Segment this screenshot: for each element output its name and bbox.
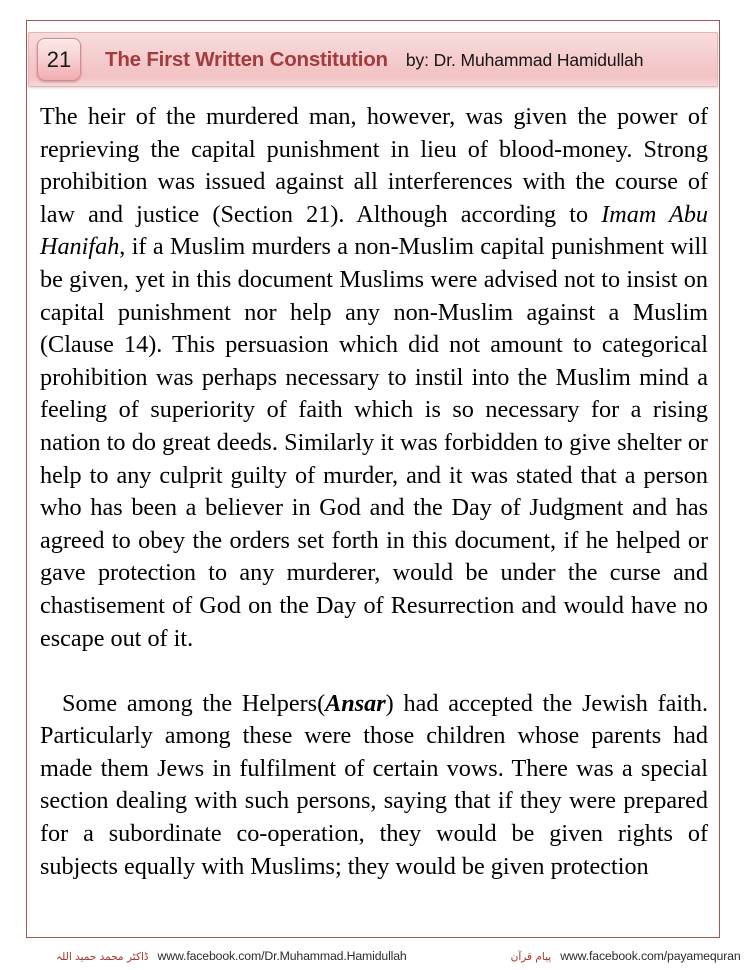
footer-left-urdu-name: ڈاکٹر محمد حمید اللہ xyxy=(56,951,149,963)
page-footer xyxy=(26,944,741,968)
paragraph-1-text-part-1: The heir of the murdered man, however, was given the power of reprieving the capital punishment in lieu of blood-money. Strong prohibition was issued against all interferences with the course of law and justice (Section 21). Although according to xyxy=(40,103,708,228)
page-header-band xyxy=(28,32,718,87)
footer-right-url[interactable]: www.facebook.com/payamequran xyxy=(560,949,741,963)
paragraph-2-text-part-1: Some among the Helpers( xyxy=(62,689,326,717)
footer-left-url[interactable]: www.facebook.com/Dr.Muhammad.Hamidullah xyxy=(157,949,407,963)
paragraph-2-text-part-2: ) had accepted the Jewish faith. Particularly among these were those children whose parents had made them Jews in fulfilment of certain vows. There was a special section dealing with such persons, saying that if they were prepared for a subordinate co-operation, they would be given rights of subjects equally with Muslims; they would be given protection xyxy=(40,689,709,880)
page-title: The First Written Constitution xyxy=(105,47,388,71)
page-number-badge: 21 xyxy=(37,38,81,81)
paragraph-2 xyxy=(40,688,708,884)
paragraph-1-text-part-2: , if a Muslim murders a non-Muslim capital punishment will be given, yet in this document Muslims were advised not to insist on capital punishment nor help any non-Muslim against a Muslim (Clause 14). This persuasion which did not amount to categorical prohibition was perhaps necessary to instil into the Muslim mind a feeling of superiority of faith which is so necessary for a rising nation to do great deeds. Similarly it was forbidden to give shelter or help to any culprit guilty of murder, and it was stated that a person who has been a believer in God and the Day of Judgment and has agreed to obey the orders set forth in this document, if he helped or gave protection to any murderer, would be under the curse and chastisement of God on the Day of Resurrection and would have no escape out of it. xyxy=(40,233,708,652)
footer-right-urdu-name: پیام قرآن xyxy=(510,951,552,963)
page-author: by: Dr. Muhammad Hamidullah xyxy=(405,49,644,70)
paragraph-1 xyxy=(40,101,708,655)
footer-credit-right xyxy=(511,949,741,963)
paragraph-2-bold-italic-ansar: Ansar xyxy=(325,689,386,717)
footer-credit-left xyxy=(56,949,407,963)
header-title-group xyxy=(105,48,643,72)
paragraph-1-italic-imam-abu-hanifah: Imam Abu Hanifah xyxy=(40,200,709,261)
document-body xyxy=(40,101,708,883)
